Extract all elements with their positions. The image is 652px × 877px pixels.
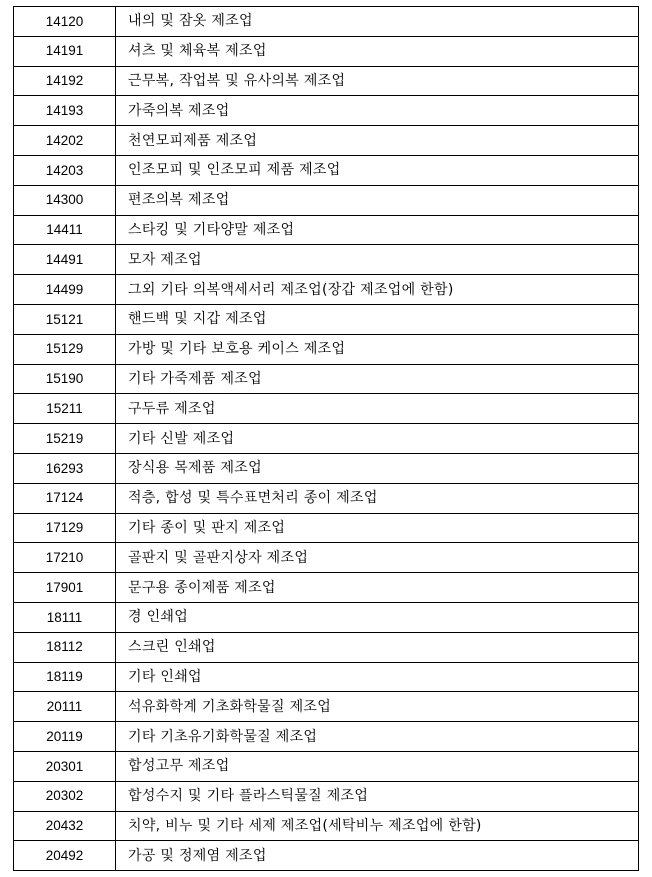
industry-name-cell: 기타 가죽제품 제조업	[116, 364, 639, 394]
industry-code-cell: 14491	[14, 245, 116, 275]
industry-code-cell: 14191	[14, 36, 116, 66]
table-row	[14, 7, 639, 37]
table-row	[14, 304, 639, 334]
table-row	[14, 573, 639, 603]
industry-name-cell: 문구용 종이제품 제조업	[116, 573, 639, 603]
industry-code-cell: 14499	[14, 275, 116, 305]
table-row	[14, 126, 639, 156]
industry-code-cell: 14411	[14, 215, 116, 245]
industry-code-cell: 20302	[14, 781, 116, 811]
industry-code-cell: 17124	[14, 483, 116, 513]
table-row	[14, 781, 639, 811]
industry-name-cell: 내의 및 잠옷 제조업	[116, 7, 639, 37]
table-row	[14, 751, 639, 781]
industry-code-cell: 14203	[14, 155, 116, 185]
industry-name-cell: 골판지 및 골판지상자 제조업	[116, 543, 639, 573]
table-row	[14, 36, 639, 66]
industry-name-cell: 구두류 제조업	[116, 394, 639, 424]
industry-name-cell: 경 인쇄업	[116, 602, 639, 632]
industry-code-cell: 14120	[14, 7, 116, 37]
industry-name-cell: 기타 인쇄업	[116, 662, 639, 692]
table-row	[14, 394, 639, 424]
industry-name-cell: 적층, 합성 및 특수표면처리 종이 제조업	[116, 483, 639, 513]
industry-code-cell: 18112	[14, 632, 116, 662]
industry-code-cell: 17210	[14, 543, 116, 573]
industry-name-cell: 스타킹 및 기타양말 제조업	[116, 215, 639, 245]
table-row	[14, 96, 639, 126]
industry-code-cell: 15190	[14, 364, 116, 394]
industry-code-cell: 15121	[14, 304, 116, 334]
industry-name-cell: 기타 신발 제조업	[116, 424, 639, 454]
table-row	[14, 692, 639, 722]
industry-code-cell: 16293	[14, 453, 116, 483]
table-row	[14, 632, 639, 662]
table-row	[14, 424, 639, 454]
industry-code-cell: 14202	[14, 126, 116, 156]
industry-code-cell: 17901	[14, 573, 116, 603]
industry-name-cell: 기타 기초유기화학물질 제조업	[116, 722, 639, 752]
industry-name-cell: 석유화학계 기초화학물질 제조업	[116, 692, 639, 722]
table-row	[14, 215, 639, 245]
table-row	[14, 841, 639, 871]
industry-code-cell: 20301	[14, 751, 116, 781]
table-row	[14, 364, 639, 394]
industry-code-cell: 14193	[14, 96, 116, 126]
industry-name-cell: 합성고무 제조업	[116, 751, 639, 781]
industry-code-cell: 18119	[14, 662, 116, 692]
industry-name-cell: 인조모피 및 인조모피 제품 제조업	[116, 155, 639, 185]
table-row	[14, 245, 639, 275]
industry-name-cell: 셔츠 및 체육복 제조업	[116, 36, 639, 66]
table-row	[14, 513, 639, 543]
table-row	[14, 66, 639, 96]
table-body	[14, 7, 639, 871]
industry-name-cell: 치약, 비누 및 기타 세제 제조업(세탁비누 제조업에 한함)	[116, 811, 639, 841]
industry-code-cell: 20492	[14, 841, 116, 871]
industry-name-cell: 모자 제조업	[116, 245, 639, 275]
industry-name-cell: 편조의복 제조업	[116, 185, 639, 215]
table-row	[14, 811, 639, 841]
industry-code-cell: 20111	[14, 692, 116, 722]
industry-name-cell: 합성수지 및 기타 플라스틱물질 제조업	[116, 781, 639, 811]
industry-code-cell: 15211	[14, 394, 116, 424]
industry-name-cell: 가공 및 정제염 제조업	[116, 841, 639, 871]
industry-code-cell: 14192	[14, 66, 116, 96]
industry-code-table	[13, 6, 639, 871]
industry-name-cell: 그외 기타 의복액세서리 제조업(장갑 제조업에 한함)	[116, 275, 639, 305]
industry-name-cell: 기타 종이 및 판지 제조업	[116, 513, 639, 543]
industry-code-cell: 20432	[14, 811, 116, 841]
table-row	[14, 185, 639, 215]
table-row	[14, 602, 639, 632]
table-row	[14, 453, 639, 483]
table-row	[14, 543, 639, 573]
industry-code-cell: 15219	[14, 424, 116, 454]
industry-name-cell: 가방 및 기타 보호용 케이스 제조업	[116, 334, 639, 364]
industry-code-cell: 17129	[14, 513, 116, 543]
industry-name-cell: 가죽의복 제조업	[116, 96, 639, 126]
industry-name-cell: 천연모피제품 제조업	[116, 126, 639, 156]
industry-code-cell: 15129	[14, 334, 116, 364]
industry-code-cell: 20119	[14, 722, 116, 752]
industry-code-cell: 14300	[14, 185, 116, 215]
industry-name-cell: 스크린 인쇄업	[116, 632, 639, 662]
industry-name-cell: 근무복, 작업복 및 유사의복 제조업	[116, 66, 639, 96]
industry-name-cell: 핸드백 및 지갑 제조업	[116, 304, 639, 334]
table-row	[14, 275, 639, 305]
table-row	[14, 483, 639, 513]
table-row	[14, 155, 639, 185]
industry-name-cell: 장식용 목제품 제조업	[116, 453, 639, 483]
industry-code-cell: 18111	[14, 602, 116, 632]
table-row	[14, 334, 639, 364]
table-row	[14, 722, 639, 752]
table-row	[14, 662, 639, 692]
